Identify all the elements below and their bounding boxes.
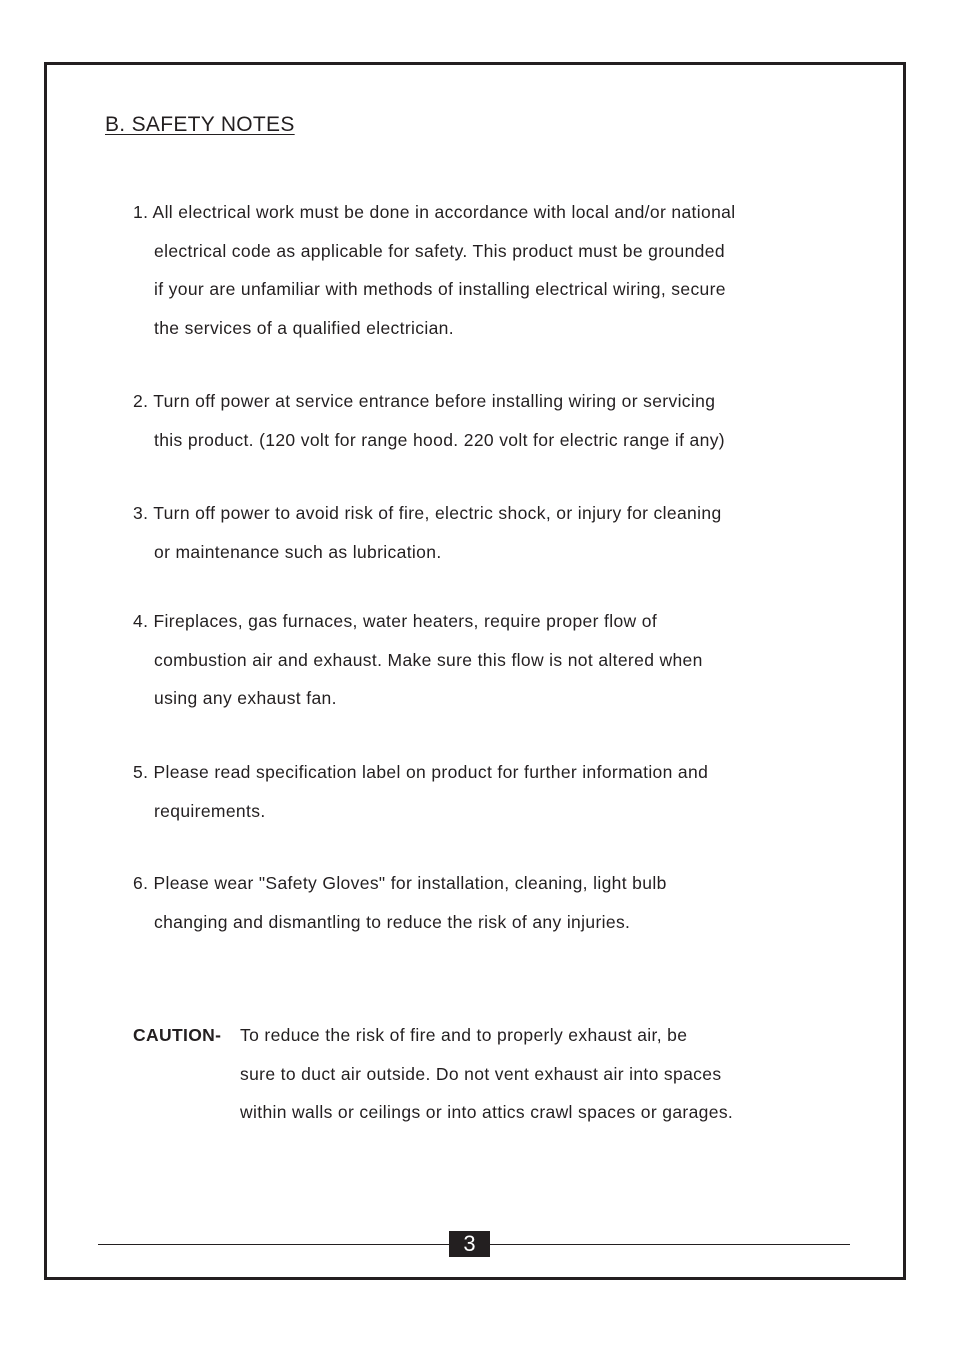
note-line: 2. Turn off power at service entrance before installing wiring or servicing <box>133 391 716 411</box>
safety-note-6 <box>133 864 853 941</box>
page-number: 3 <box>449 1231 490 1257</box>
note-line: the services of a qualified electrician. <box>154 317 454 338</box>
safety-note-3 <box>133 494 853 571</box>
note-line: using any exhaust fan. <box>154 688 337 708</box>
caution-line: within walls or ceilings or into attics crawl spaces or garages. <box>240 1102 734 1122</box>
note-line: if your are unfamiliar with methods of installing electrical wiring, secure <box>154 279 726 299</box>
note-line: changing and dismantling to reduce the risk of any injuries. <box>154 911 631 932</box>
note-line: 6. Please wear "Safety Gloves" for installation, cleaning, light bulb <box>133 873 667 893</box>
safety-note-5 <box>133 753 853 830</box>
note-line: combustion air and exhaust. Make sure this flow is not altered when <box>154 649 703 670</box>
note-line: or maintenance such as lubrication. <box>154 541 442 562</box>
note-line: 3. Turn off power to avoid risk of fire, electric shock, or injury for cleaning <box>133 503 722 523</box>
caution-line: To reduce the risk of fire and to properly exhaust air, be <box>240 1025 688 1045</box>
section-heading: B. SAFETY NOTES <box>105 113 295 136</box>
caution-line: sure to duct air outside. Do not vent exhaust air into spaces <box>240 1063 722 1084</box>
note-line: 5. Please read specification label on product for further information and <box>133 762 709 782</box>
note-line: this product. (120 volt for range hood. 220 volt for electric range if any) <box>154 429 725 450</box>
caution-text <box>240 1016 733 1132</box>
note-line: requirements. <box>154 800 266 821</box>
safety-note-2 <box>133 382 853 459</box>
safety-note-1 <box>133 193 853 347</box>
note-line: electrical code as applicable for safety. This product must be grounded <box>154 240 725 261</box>
safety-note-4 <box>133 602 853 718</box>
caution-label: CAUTION- <box>133 1025 222 1045</box>
note-line: 4. Fireplaces, gas furnaces, water heaters, require proper flow of <box>133 611 658 631</box>
note-line: 1. All electrical work must be done in accordance with local and/or national <box>133 202 736 222</box>
